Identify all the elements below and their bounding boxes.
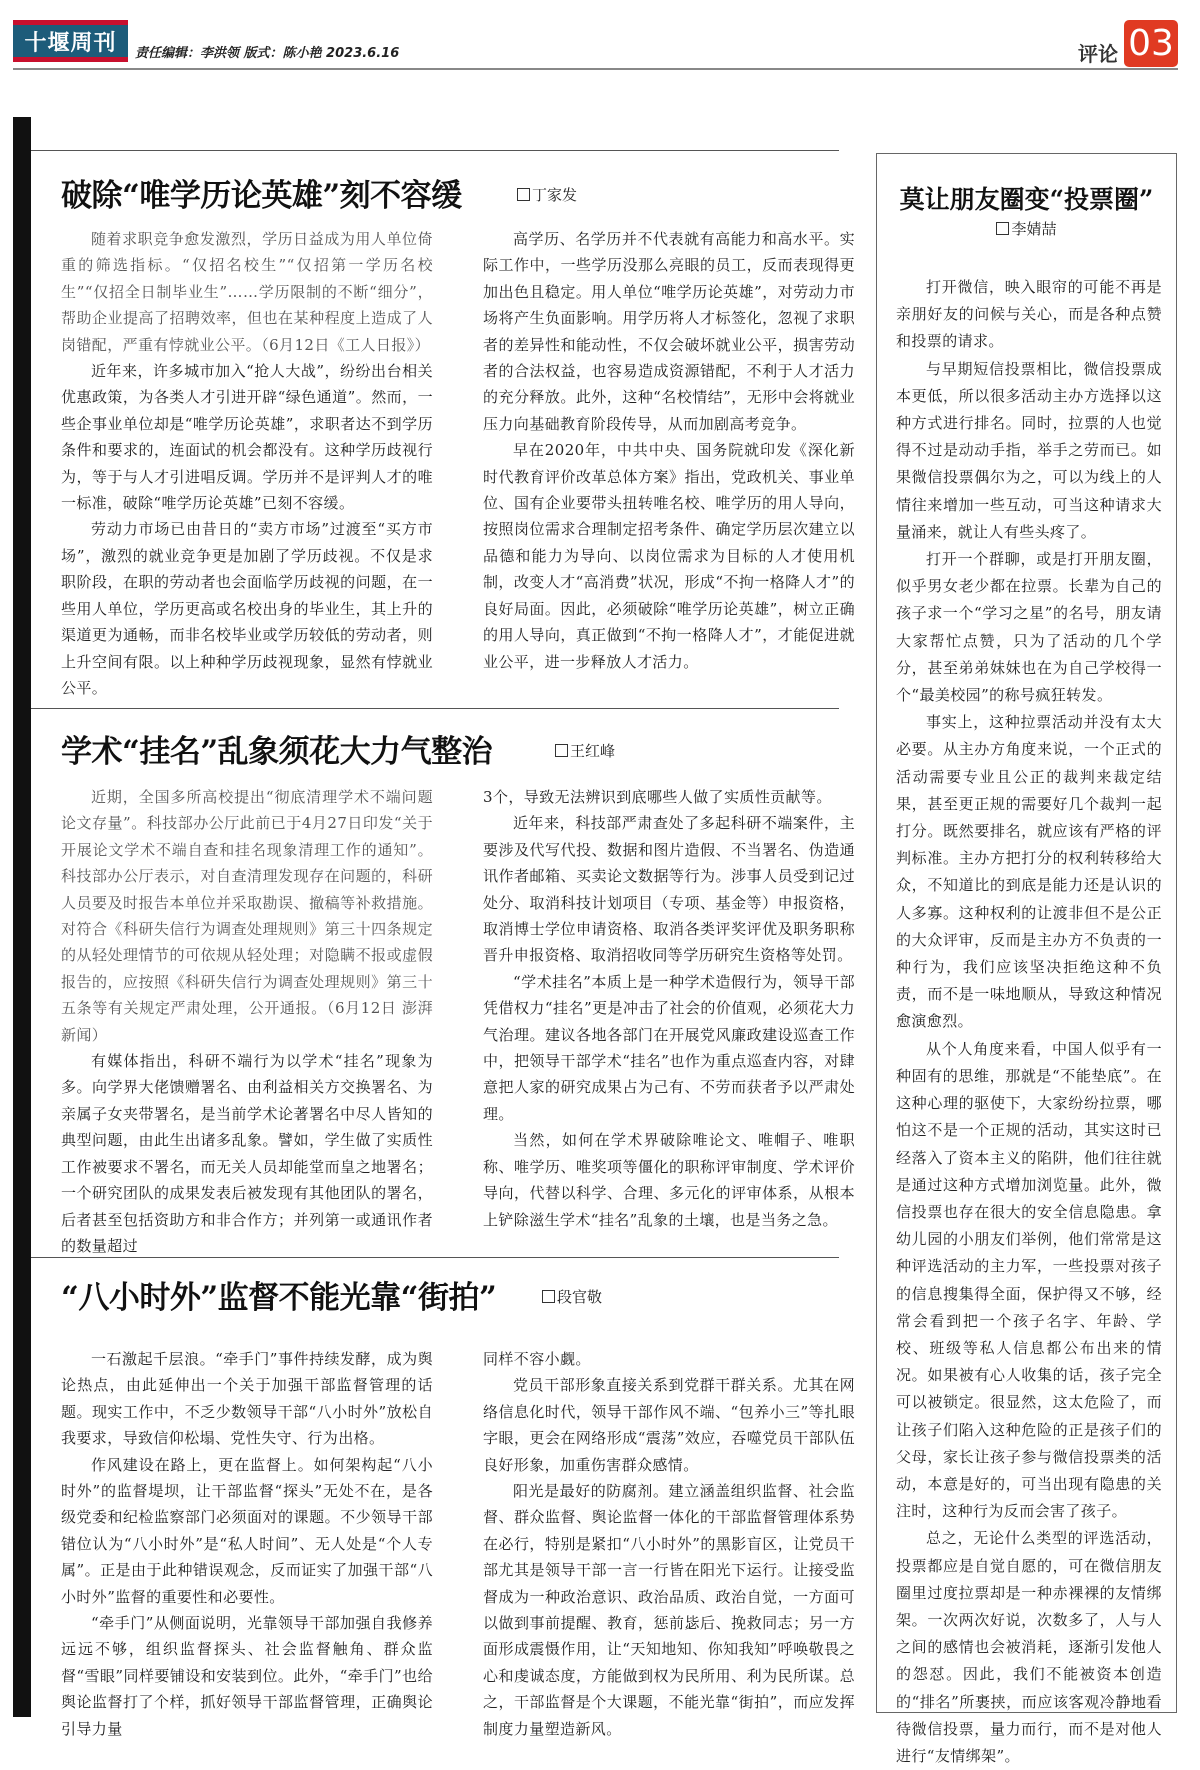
article-paragraph: “牵手门”从侧面说明，光靠领导干部加强自我修养远远不够，组织监督探头、社会监督触角、群众监督“雪眼”同样要铺设和安装到位。此外，“牵手门”也给舆论监督打了个样，抓好领导干部监督管理，正确舆论引导力量 (61, 1614, 433, 1738)
article-column-right (483, 226, 855, 675)
article-paragraph: 3个，导致无法辨识到底哪些人做了实质性贡献等。 (483, 788, 832, 806)
article-paragraph: 当然，如何在学术界破除唯论文、唯帽子、唯职称、唯学历、唯奖项等僵化的职称评审制度、学术评价导向，代替以科学、合理、多元化的评审体系，从根本上铲除滋生学术“挂名”乱象的土壤，也是当务之急。 (483, 1131, 855, 1229)
sidebar-body (896, 274, 1162, 1770)
author-name: 段官敬 (557, 1288, 603, 1306)
article-column-right (483, 1346, 855, 1742)
article-paragraph: 一石激起千层浪。“牵手门”事件持续发酵，成为舆论热点，由此延伸出一个关于加强干部监督管理的话题。现实工作中，不乏少数领导干部“八小时外”放松自我要求，导致信仰松塌、党性失守、行为出格。 (61, 1350, 433, 1448)
byline-box-icon (542, 1290, 555, 1303)
article-paragraph: “学术挂名”本质上是一种学术造假行为，领导干部凭借权力“挂名”更是冲击了社会的价值观，必须花大力气治理。建议各地各部门在开展党风廉政建设巡查工作中，把领导干部学术“挂名”也作为重点巡查内容，对肆意把人家的研究成果占为己有、不劳而获者予以严肃处理。 (483, 972, 855, 1123)
article-byline (555, 740, 615, 761)
article-title: 学术“挂名”乱象须花大力气整治 (61, 734, 493, 770)
sidebar-byline (877, 218, 1176, 239)
article-column-left (61, 1346, 433, 1742)
sidebar-commentary (876, 153, 1177, 1765)
decorative-black-bar (13, 117, 31, 1717)
article-paragraph: 劳动力市场已由昔日的“卖方市场”过渡至“买方市场”，激烈的就业竞争更是加剧了学历歧视。不仅是求职阶段，在职的劳动者也会面临学历歧视的问题，在一些用人单位，学历更高或名校出身的毕业生，其上升的渠道更为通畅，而非名校毕业或学历较低的劳动者，则上升空间有限。以上种种学历歧视现象，显然有悖就业公平。 (61, 520, 433, 697)
article-paragraph: 作风建设在路上，更在监督上。如何架构起“八小时外”的监督堤坝，让干部监督“探头”无处不在，是各级党委和纪检监察部门必须面对的课题。不少领导干部错位认为“八小时外”是“私人时间”、无人处是“个人专属”。正是由于此种错误观念，反而证实了加强干部“八小时外”监督的重要性和必要性。 (61, 1455, 433, 1606)
article-paragraph: 随着求职竞争愈发激烈，学历日益成为用人单位倚重的筛选指标。“仅招名校生”“仅招第一学历名校生”“仅招全日制毕业生”……学历限制的不断“细分”，帮助企业提高了招聘效率，但也在某种程度上造成了人岗错配，严重有悖就业公平。（6月12日《工人日报》） (61, 230, 433, 354)
article-3 (31, 1272, 855, 1738)
article-title: “八小时外”监督不能光靠“街拍” (61, 1280, 497, 1316)
sidebar-paragraph: 从个人角度来看，中国人似乎有一种固有的思维，那就是“不能垫底”。在这种心理的驱使下，大家纷纷拉票，哪怕这不是一个正规的活动，其实这时已经落入了资本主义的陷阱，他们往往就是通过这种方式增加浏览量。此外，微信投票也存在很大的安全信息隐患。拿幼儿园的小朋友们举例，他们常常是这种评选活动的主力军，一些投票对孩子的信息搜集得全面，保护得又不够，经常会看到把一个孩子名字、年龄、学校、班级等私人信息都公布出来的情况。如果被有心人收集的话，孩子完全可以被锁定。很显然，这太危险了，而让孩子们陷入这种危险的正是孩子们的父母，家长让孩子参与微信投票类的活动，本意是好的，可当出现有隐患的关注时，这种行为反而会害了孩子。 (896, 1039, 1162, 1521)
sidebar-paragraph: 总之，无论什么类型的评选活动，投票都应是自觉自愿的，可在微信朋友圈里过度拉票却是一种赤裸裸的友情绑架。一次两次好说，次数多了，人与人之间的感情也会被消耗，逐渐引发他人的怨怼。因此，我们不能被资本创造的“排名”所裹挟，而应该客观冷静地看待微信投票，量力而行，而不是对他人进行“友情绑架”。 (896, 1529, 1162, 1765)
article-byline (542, 1286, 602, 1307)
article-column-left (61, 226, 433, 701)
byline-box-icon (555, 744, 568, 757)
article-1 (31, 170, 855, 700)
article-paragraph: 近期，全国多所高校提出“彻底清理学术不端问题论文存量”。科技部办公厅此前已于4月27日印发“关于开展论文学术不端自查和挂名现象清理工作的通知”。科技部办公厅表示，对自查清理发现存在问题的，科研人员要及时报告本单位并采取勘误、撤稿等补救措施。对符合《科研失信行为调查处理规则》第三十四条规定的从轻处理情节的可依规从轻处理；对隐瞒不报或虚假报告的，应按照《科研失信行为调查处理规则》第三十五条等有关规定严肃处理，公开通报。（6月12日 澎湃新闻） (61, 788, 433, 1044)
article-paragraph: 有媒体指出，科研不端行为以学术“挂名”现象为多。向学界大佬馈赠署名、由利益相关方交换署名、为亲属子女夹带署名，是当前学术论著署名中尽人皆知的典型问题，由此生出诸多乱象。譬如，学生做了实质性工作被要求不署名，而无关人员却能堂而皇之地署名；一个研究团队的成果发表后被发现有其他团队的署名，后者甚至包括资助方和非合作方；并列第一或通讯作者的数量超过 (61, 1052, 433, 1255)
article-title: 破除“唯学历论英雄”刻不容缓 (61, 178, 462, 214)
author-name: 王红峰 (570, 742, 616, 760)
section-label: 评论 (1078, 42, 1118, 66)
editor-credits: 责任编辑：李洪领 版式：陈小艳 2023.6.16 (135, 46, 400, 61)
article-paragraph: 高学历、名学历并不代表就有高能力和高水平。实际工作中，一些学历没那么亮眼的员工，反而表现得更加出色且稳定。用人单位“唯学历论英雄”，对劳动力市场将产生负面影响。用学历将人才标签化，忽视了求职者的差异性和能动性，不仅会破坏就业公平，损害劳动者的合法权益，也容易造成资源错配，不利于人才活力的充分释放。此外，这种“名校情结”，无形中会将就业压力向基础教育阶段传导，从而加剧高考竞争。 (483, 230, 855, 433)
masthead-logo: 十堰周刊 (13, 20, 128, 62)
byline-box-icon (996, 222, 1009, 235)
author-name: 丁家发 (532, 186, 578, 204)
byline-box-icon (517, 188, 530, 201)
sidebar-title: 莫让朋友圈变“投票圈” (899, 185, 1154, 214)
article-paragraph: 党员干部形象直接关系到党群干群关系。尤其在网络信息化时代，领导干部作风不端、“包养小三”等扎眼字眼，更会在网络形成“震荡”效应，吞噬党员干部队伍良好形象，加重伤害群众感情。 (483, 1376, 855, 1474)
article-byline (517, 184, 577, 205)
article-paragraph: 近年来，科技部严肃查处了多起科研不端案件，主要涉及代写代投、数据和图片造假、不当署名、伪造通讯作者邮箱、买卖论文数据等行为。涉事人员受到记过处分、取消科技计划项目（专项、基金等）申报资格，取消博士学位申请资格、取消各类评奖评优及职务职称晋升申报资格、取消招收同等学历研究生资格等处罚。 (483, 814, 855, 965)
article-2 (31, 726, 855, 1255)
article-divider (31, 708, 839, 709)
sidebar-paragraph: 事实上，这种拉票活动并没有太大必要。从主办方角度来说，一个正式的活动需要专业且公正的裁判来裁定结果，甚至更正规的需要好几个裁判一起打分。既然要排名，就应该有严格的评判标准。主办方把打分的权利转移给大众，不知道比的到底是能力还是认识的人多寡。这种权利的让渡非但不是公正的大众评审，反而是主办方不负责的一种行为，我们应该坚决拒绝这种不负责，而不是一味地顺从，导致这种情况愈演愈烈。 (896, 713, 1162, 1031)
sidebar-paragraph: 与早期短信投票相比，微信投票成本更低，所以很多活动主办方选择以这种方式进行排名。同时，拉票的人也觉得不过是动动手指，举手之劳而已。如果微信投票偶尔为之，可以为线上的人情往来增加一些互动，可当这种请求大量涌来，就让人有些头疼了。 (896, 359, 1162, 541)
article-paragraph: 近年来，许多城市加入“抢人大战”，纷纷出台相关优惠政策，为各类人才引进开辟“绿色通道”。然而，一些企事业单位却是“唯学历论英雄”，求职者达不到学历条件和要求的，连面试的机会都没有。这种学历歧视行为，等于与人才引进唱反调。学历并不是评判人才的唯一标准，破除“唯学历论英雄”已刻不容缓。 (61, 362, 433, 513)
page-number-badge: 03 (1124, 20, 1178, 67)
sidebar-paragraph: 打开微信，映入眼帘的可能不再是亲朋好友的问候与关心，而是各种点赞和投票的请求。 (896, 278, 1162, 351)
article-column-left (61, 784, 433, 1259)
article-paragraph: 阳光是最好的防腐剂。建立涵盖组织监督、社会监督、群众监督、舆论监督一体化的干部监督管理体系势在必行，特别是紧扣“八小时外”的黑影盲区，让党员干部尤其是领导干部一言一行皆在阳光下运行。让接受监督成为一种政治意识、政治品质、政治自觉，一方面可以做到事前提醒、教育，惩前毖后、挽救同志；另一方面形成震慑作用，让“天知地知、你知我知”呼唤敬畏之心和虔诚态度，方能做到权为民所用、利为民所谋。总之，干部监督是个大课题，不能光靠“街拍”，而应发挥制度力量塑造新风。 (483, 1482, 855, 1738)
article-paragraph: 早在2020年，中共中央、国务院就印发《深化新时代教育评价改革总体方案》指出，党政机关、事业单位、国有企业要带头扭转唯名校、唯学历的用人导向，按照岗位需求合理制定招考条件、确定学历层次建立以品德和能力为导向、以岗位需求为目标的人才使用机制，改变人才“高消费”状况，形成“不拘一格降人才”的良好局面。因此，必须破除“唯学历论英雄”，树立正确的用人导向，真正做到“不拘一格降人才”，才能促进就业公平，进一步释放人才活力。 (483, 441, 855, 671)
header-divider (13, 68, 1178, 70)
article-column-right (483, 784, 855, 1233)
author-name: 李婧喆 (1011, 220, 1057, 238)
sidebar-paragraph: 打开一个群聊，或是打开朋友圈，似乎男女老少都在拉票。长辈为自己的孩子求一个“学习之星”的名号，朋友请大家帮忙点赞，只为了活动的几个学分，甚至弟弟妹妹也在为自己学校得一个“最美校园”的称号疯狂转发。 (896, 550, 1162, 705)
article-divider (31, 150, 839, 151)
article-paragraph: 同样不容小觑。 (483, 1350, 591, 1368)
